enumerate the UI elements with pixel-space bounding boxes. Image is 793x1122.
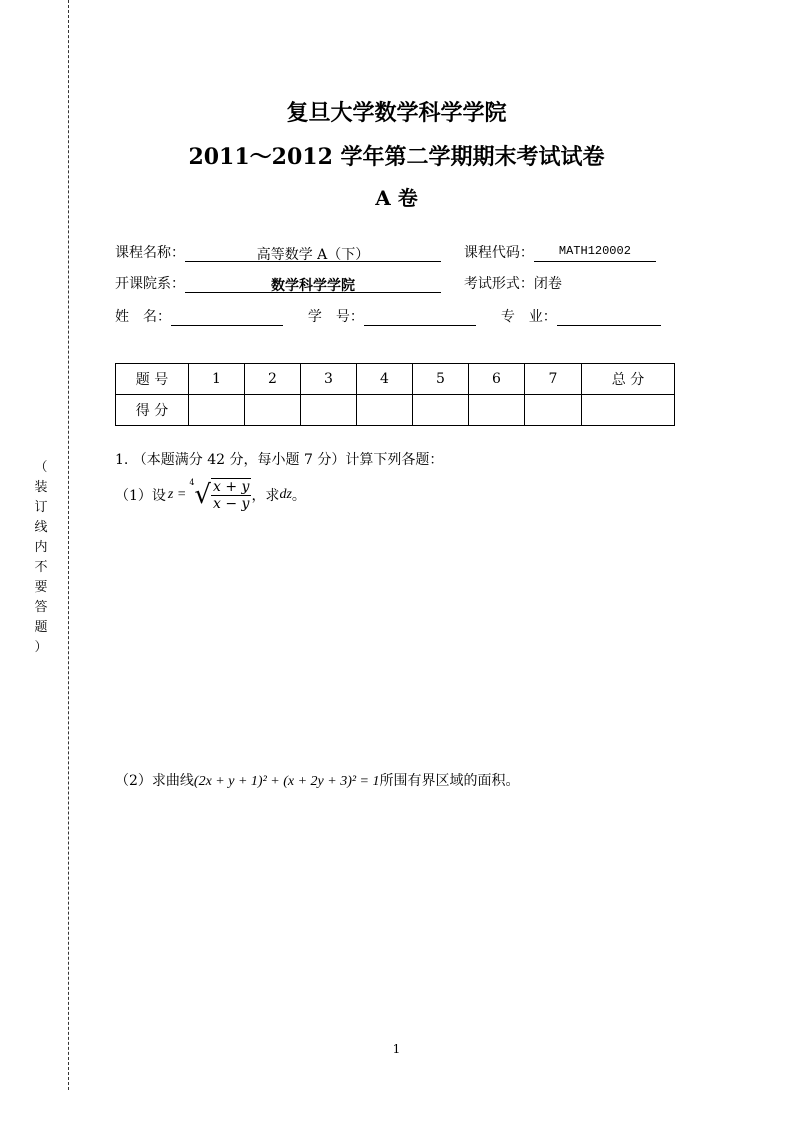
root-index: 4 xyxy=(189,478,195,487)
binding-note-char: 装 xyxy=(34,480,48,495)
table-header-cell: 7 xyxy=(525,364,582,395)
question-1-1 xyxy=(115,478,306,512)
q1-1-end: 。 xyxy=(291,488,306,504)
binding-note xyxy=(33,458,49,658)
score-cell[interactable] xyxy=(582,395,675,426)
course-name-label: 课程名称： xyxy=(115,245,185,261)
q1-2-prefix: （2）求曲线 xyxy=(115,773,194,789)
fraction xyxy=(211,479,251,512)
paper-version: A 卷 xyxy=(375,186,418,210)
table-header-cell: 4 xyxy=(357,364,413,395)
table-row xyxy=(116,395,675,426)
binding-note-char: 题 xyxy=(34,620,48,635)
score-cell[interactable] xyxy=(301,395,357,426)
table-header-cell: 2 xyxy=(245,364,301,395)
binding-note-char: 要 xyxy=(34,580,48,595)
table-header-row xyxy=(116,364,675,395)
score-cell[interactable] xyxy=(525,395,582,426)
score-cell[interactable] xyxy=(357,395,413,426)
table-header-cell: 5 xyxy=(413,364,469,395)
numerator: x + y xyxy=(213,479,250,495)
course-code-field[interactable]: MATH120002 xyxy=(534,244,656,262)
question-1-2 xyxy=(115,770,520,790)
table-header-cell: 6 xyxy=(469,364,525,395)
page-number: 1 xyxy=(392,1042,401,1056)
course-code-label: 课程代码： xyxy=(463,245,534,261)
department-field[interactable]: 数学科学学院 xyxy=(185,275,441,293)
table-header-cell: 1 xyxy=(189,364,245,395)
score-row-label: 得 分 xyxy=(116,395,189,426)
course-row xyxy=(115,242,656,262)
score-table xyxy=(115,363,675,426)
department-row xyxy=(115,273,562,293)
binding-note-char: ） xyxy=(34,640,48,655)
q1-1-suffix: ，求 xyxy=(251,488,280,504)
binding-note-char: 线 xyxy=(34,520,48,535)
binding-note-char: （ xyxy=(34,460,48,475)
question-1-heading: 1. （本题满分 42 分，每小题 7 分）计算下列各题： xyxy=(115,452,444,468)
binding-note-char: 答 xyxy=(34,600,48,615)
exam-title: 2011～2012 学年第二学期期末考试试卷 xyxy=(188,144,605,170)
name-label: 姓 名： xyxy=(115,309,171,325)
table-header-cell: 总 分 xyxy=(582,364,675,395)
binding-note-char: 订 xyxy=(34,500,48,515)
exam-form-value: 闭卷 xyxy=(533,276,562,292)
major-field[interactable] xyxy=(557,308,661,326)
radical-sign: √ xyxy=(194,480,211,510)
q1-1-lhs: z = xyxy=(167,487,187,502)
q1-2-formula: (2x + y + 1)² + (x + 2y + 3)² = 1 xyxy=(193,774,380,789)
student-id-label: 学 号： xyxy=(307,309,364,325)
student-id-field[interactable] xyxy=(364,308,476,326)
major-label: 专 业： xyxy=(500,309,557,325)
university-title: 复旦大学数学科学学院 xyxy=(286,100,507,126)
student-row xyxy=(115,306,661,326)
table-header-cell: 3 xyxy=(301,364,357,395)
department-label: 开课院系： xyxy=(115,276,185,292)
radicand xyxy=(211,478,251,512)
score-cell[interactable] xyxy=(413,395,469,426)
binding-note-char: 不 xyxy=(34,560,48,575)
q1-1-prefix: （1）设 xyxy=(115,488,166,504)
score-cell[interactable] xyxy=(469,395,525,426)
binding-note-char: 内 xyxy=(34,540,48,555)
course-name-field[interactable]: 高等数学 A（下） xyxy=(185,244,441,262)
q1-1-target: dz xyxy=(279,487,292,502)
denominator: x − y xyxy=(213,496,250,512)
name-field[interactable] xyxy=(171,308,283,326)
score-cell[interactable] xyxy=(245,395,301,426)
score-cell[interactable] xyxy=(189,395,245,426)
table-header-cell: 题 号 xyxy=(116,364,189,395)
q1-2-suffix: 所围有界区域的面积。 xyxy=(379,773,520,789)
exam-form-label: 考试形式： xyxy=(463,276,534,292)
